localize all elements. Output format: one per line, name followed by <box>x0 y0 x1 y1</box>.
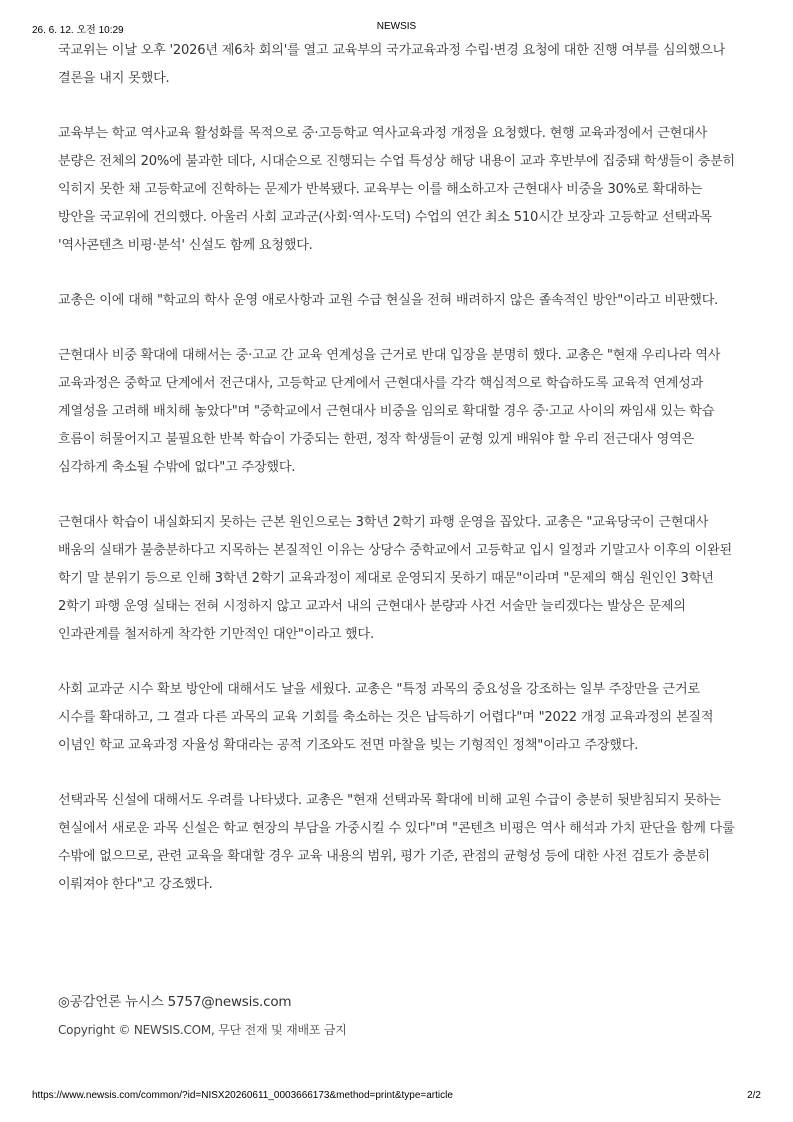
print-date: 26. 6. 12. 오전 10:29 <box>32 25 124 36</box>
print-header <box>32 21 761 35</box>
article-paragraph: 교총은 이에 대해 "학교의 학사 운영 애로사항과 교원 수급 현실을 전혀 배려하지 않은 졸속적인 방안"이라고 비판했다. <box>58 293 719 308</box>
site-name: NEWSIS <box>376 21 417 32</box>
copyright-notice: Copyright © NEWSIS.COM, 무단 전재 및 재배포 금지 <box>58 1023 347 1037</box>
article-paragraph: 근현대사 비중 확대에 대해서는 중·고교 간 교육 연계성을 근거로 반대 입장을 분명히 했다. 교총은 "현재 우리나라 역사 교육과정은 중학교 단계에서 전근대사, 고등학교 단계에서 근현대사를 각각 핵심적으로 학습하도록 교육적 연계성과 계열성을 고려해 배치해 놓았다"며 "중학교에서 근현대사 비중을 임의로 확대할 경우 중·고교 사이의 짜임새 있는 학습 흐름이 허물어지고 불필요한 반복 학습이 가중되는 한편, 정작 학생들이 균형 있게 배워야 할 우리 전근대사 영역은 심각하게 축소될 수밖에 없다"고 주장했다. <box>58 348 721 475</box>
article-paragraph: 근현대사 학습이 내실화되지 못하는 근본 원인으로는 3학년 2학기 파행 운영을 꼽았다. 교총은 "교육당국이 근현대사 배움의 실태가 불충분하다고 지목하는 본질적인 이유는 상당수 중학교에서 고등학교 입시 일정과 기말고사 이후의 이완된 학기 말 분위기 등으로 인해 3학년 2학기 교육과정이 제대로 운영되지 못하기 때문"이라며 "문제의 핵심 원인인 3학년 2학기 파행 운영 실태는 전혀 시정하지 않고 교과서 내의 근현대사 분량과 사건 서술만 늘리겠다는 발상은 문제의 인과관계를 철저하게 착각한 기만적인 대안"이라고 했다. <box>58 515 732 642</box>
page-url: https://www.newsis.com/common/?id=NISX20260611_0003666173&method=print&type=article <box>32 1090 453 1101</box>
article-paragraph: 선택과목 신설에 대해서도 우려를 나타냈다. 교총은 "현재 선택과목 확대에 비해 교원 수급이 충분히 뒷받침되지 못하는 현실에서 새로운 과목 신설은 학교 현장의 부담을 가중시킬 수 있다"며 "콘텐츠 비평은 역사 해석과 가치 판단을 함께 다룰 수밖에 없으므로, 관련 교육을 확대할 경우 교육 내용의 범위, 평가 기준, 관점의 균형성 등에 대한 사전 검토가 충분히 이뤄져야 한다"고 강조했다. <box>58 793 735 892</box>
article-body <box>58 37 740 926</box>
article-paragraph: 사회 교과군 시수 확보 방안에 대해서도 날을 세웠다. 교총은 "특정 과목의 중요성을 강조하는 일부 주장만을 근거로 시수를 확대하고, 그 결과 다른 과목의 교육 기회를 축소하는 것은 납득하기 어렵다"며 "2022 개정 교육과정의 본질적 이념인 학교 교육과정 자율성 확대라는 공적 기조와도 전면 마찰을 빚는 기형적인 정책"이라고 주장했다. <box>58 682 714 753</box>
page-number: 2/2 <box>747 1090 761 1101</box>
article-paragraph: 국교위는 이날 오후 '2026년 제6차 회의'를 열고 교육부의 국가교육과정 수립·변경 요청에 대한 진행 여부를 심의했으나 결론을 내지 못했다. <box>58 43 726 86</box>
print-footer <box>32 1090 761 1104</box>
article-byline: ◎공감언론 뉴시스 5757@newsis.com <box>58 994 292 1010</box>
article-paragraph: 교육부는 학교 역사교육 활성화를 목적으로 중·고등학교 역사교육과정 개정을 요청했다. 현행 교육과정에서 근현대사 분량은 전체의 20%에 불과한 데다, 시대순으로 진행되는 수업 특성상 해당 내용이 교과 후반부에 집중돼 학생들이 충분히 익히지 못한 채 고등학교에 진학하는 문제가 반복됐다. 교육부는 이를 해소하고자 근현대사 비중을 30%로 확대하는 방안을 국교위에 건의했다. 아울러 사회 교과군(사회·역사·도덕) 수업의 연간 최소 510시간 보장과 고등학교 선택과목 '역사콘텐츠 비평·분석' 신설도 함께 요청했다. <box>58 126 735 253</box>
